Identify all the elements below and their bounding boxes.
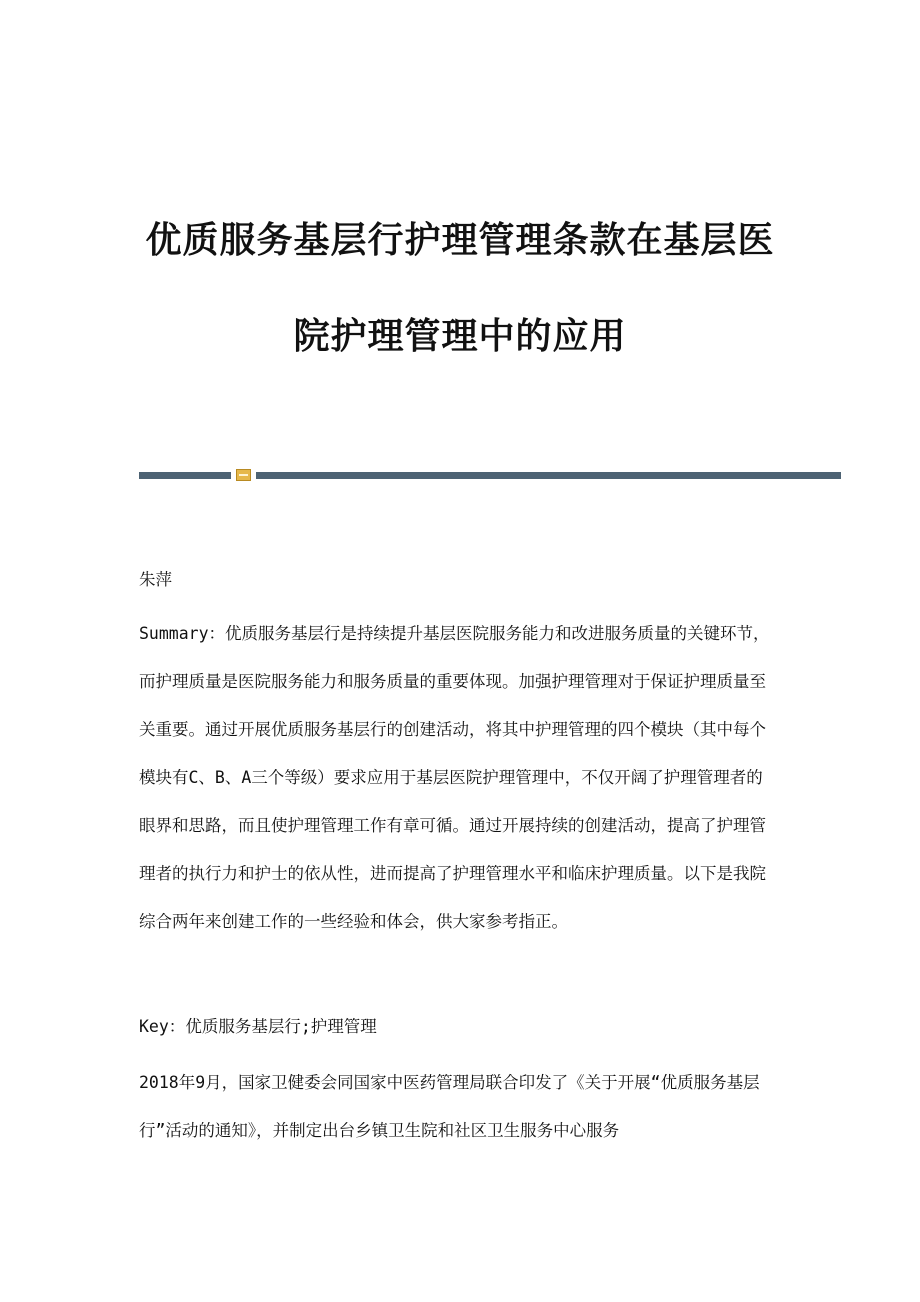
title-line-1: 优质服务基层行护理管理条款在基层医	[145, 219, 775, 261]
keywords-text: 优质服务基层行;护理管理	[185, 1017, 377, 1036]
keywords-label: Key：	[139, 1017, 186, 1036]
author: 朱萍	[139, 570, 172, 589]
divider-bar-right	[256, 472, 841, 479]
divider-bar-left	[139, 472, 231, 479]
title-divider	[139, 469, 841, 481]
divider-ornament-icon	[236, 469, 251, 481]
title-line-2: 院护理管理中的应用	[293, 315, 627, 357]
summary-paragraph	[139, 610, 779, 946]
keywords-line	[139, 1003, 779, 1051]
summary-label: Summary：	[139, 624, 226, 643]
summary-text: 优质服务基层行是持续提升基层医院服务能力和改进服务质量的关键环节，而护理质量是医院服务能力和服务质量的重要体现。加强护理管理对于保证护理质量至关重要。通过开展优质服务基层行的创建活动，将其中护理管理的四个模块（其中每个模块有C、B、A三个等级）要求应用于基层医院护理管理中，不仅开阔了护理管理者的眼界和思路，而且使护理管理工作有章可循。通过开展持续的创建活动，提高了护理管理者的执行力和护士的依从性，进而提高了护理管理水平和临床护理质量。以下是我院综合两年来创建工作的一些经验和体会，供大家参考指正。	[139, 624, 770, 931]
intro-paragraph: 2018年9月，国家卫健委会同国家中医药管理局联合印发了《关于开展“优质服务基层行”活动的通知》，并制定出台乡镇卫生院和社区卫生服务中心服务	[139, 1073, 760, 1140]
